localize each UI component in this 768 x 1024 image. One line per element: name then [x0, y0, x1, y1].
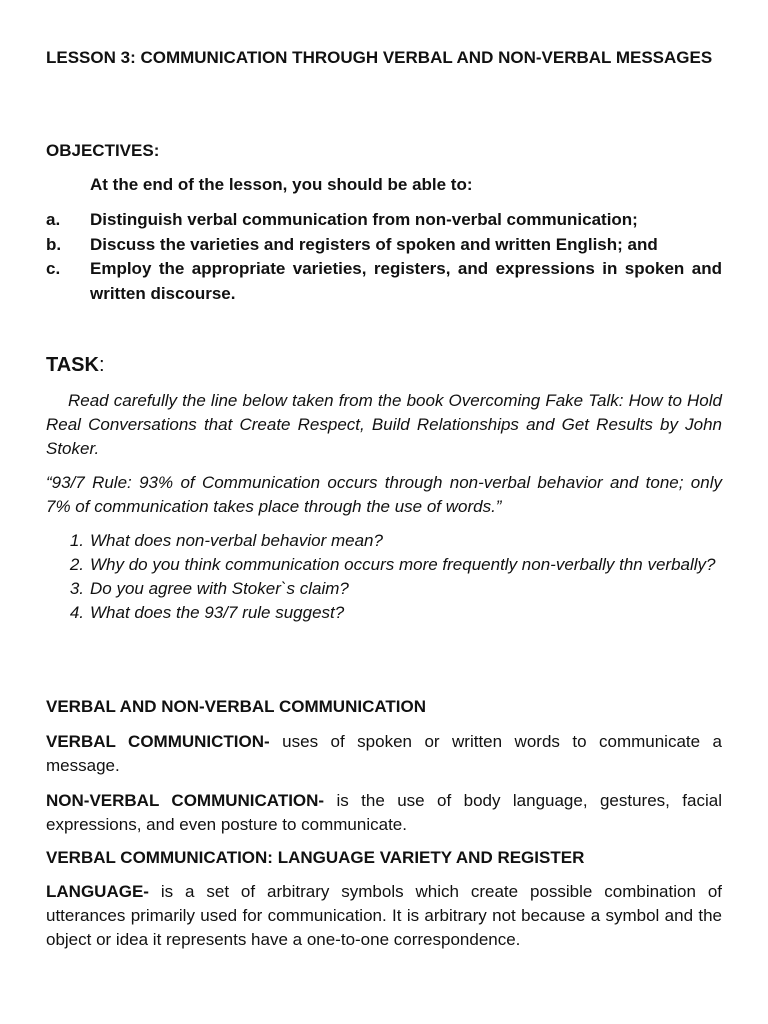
- question-text: What does non-verbal behavior mean?: [90, 531, 383, 550]
- objective-item: [46, 233, 722, 258]
- objective-marker: a.: [46, 210, 61, 229]
- nonverbal-term: NON-VERBAL COMMUNICATION-: [46, 791, 325, 810]
- objectives-list: [46, 208, 722, 306]
- task-heading-colon: :: [98, 354, 105, 376]
- question-marker: 4.: [69, 603, 84, 622]
- nonverbal-def-text: is the use of body language, gestures, facial expressions, and even posture to communicate.: [46, 791, 722, 834]
- objective-marker: c.: [46, 259, 61, 278]
- objective-marker: b.: [46, 234, 62, 254]
- task-questions: [46, 529, 722, 625]
- task-quote: “93/7 Rule: 93% of Communication occurs through non-verbal behavior and tone; only 7% of communication takes place through the use of words.”: [46, 473, 722, 516]
- language-definition: [46, 880, 722, 952]
- objective-text: Discuss the varieties and registers of spoken and written English; and: [90, 234, 658, 254]
- section-heading-verbal-nonverbal: VERBAL AND NON-VERBAL COMMUNICATION: [46, 697, 426, 716]
- section-heading-language-variety: VERBAL COMMUNICATION: LANGUAGE VARIETY AND REGISTER: [46, 848, 585, 867]
- objective-text: Distinguish verbal communication from non-verbal communication;: [90, 210, 638, 229]
- task-heading-label: TASK: [46, 354, 99, 376]
- task-intro: Read carefully the line below taken from the book Overcoming Fake Talk: How to Hold Real Conversations that Create Respect, Build Relationships and Get Results by John Stoker.: [46, 391, 722, 458]
- objective-item: [46, 208, 722, 233]
- verbal-def-text: uses of spoken or written words to communicate a message.: [46, 732, 723, 775]
- objectives-heading: OBJECTIVES:: [46, 141, 160, 160]
- question-marker: 3.: [69, 579, 84, 598]
- objective-text: Employ the appropriate varieties, registers, and expressions in spoken and written discourse.: [90, 259, 722, 303]
- question-item: [46, 601, 722, 625]
- lesson-title: LESSON 3: COMMUNICATION THROUGH VERBAL AND NON-VERBAL MESSAGES: [46, 48, 713, 67]
- language-term: LANGUAGE-: [46, 882, 149, 901]
- objectives-intro: At the end of the lesson, you should be able to:: [90, 175, 473, 194]
- question-item: [46, 553, 722, 577]
- verbal-definition: [46, 730, 722, 778]
- question-item: [46, 529, 722, 553]
- question-marker: 1.: [69, 531, 84, 550]
- question-marker: 2.: [69, 555, 84, 574]
- nonverbal-definition: [46, 789, 722, 837]
- language-def-text: is a set of arbitrary symbols which create possible combination of utterances primarily used for communication. It is arbitrary not because a symbol and the object or idea it represents have a one-to-one correspondence.: [46, 882, 722, 949]
- question-text: Do you agree with Stoker`s claim?: [90, 579, 349, 598]
- objective-item: [46, 257, 722, 306]
- question-text: What does the 93/7 rule suggest?: [90, 603, 345, 622]
- task-heading: [46, 352, 105, 378]
- verbal-term: VERBAL COMMUNICTION-: [46, 732, 270, 751]
- question-text: Why do you think communication occurs more frequently non-verbally thn verbally?: [90, 555, 716, 574]
- question-item: [46, 577, 722, 601]
